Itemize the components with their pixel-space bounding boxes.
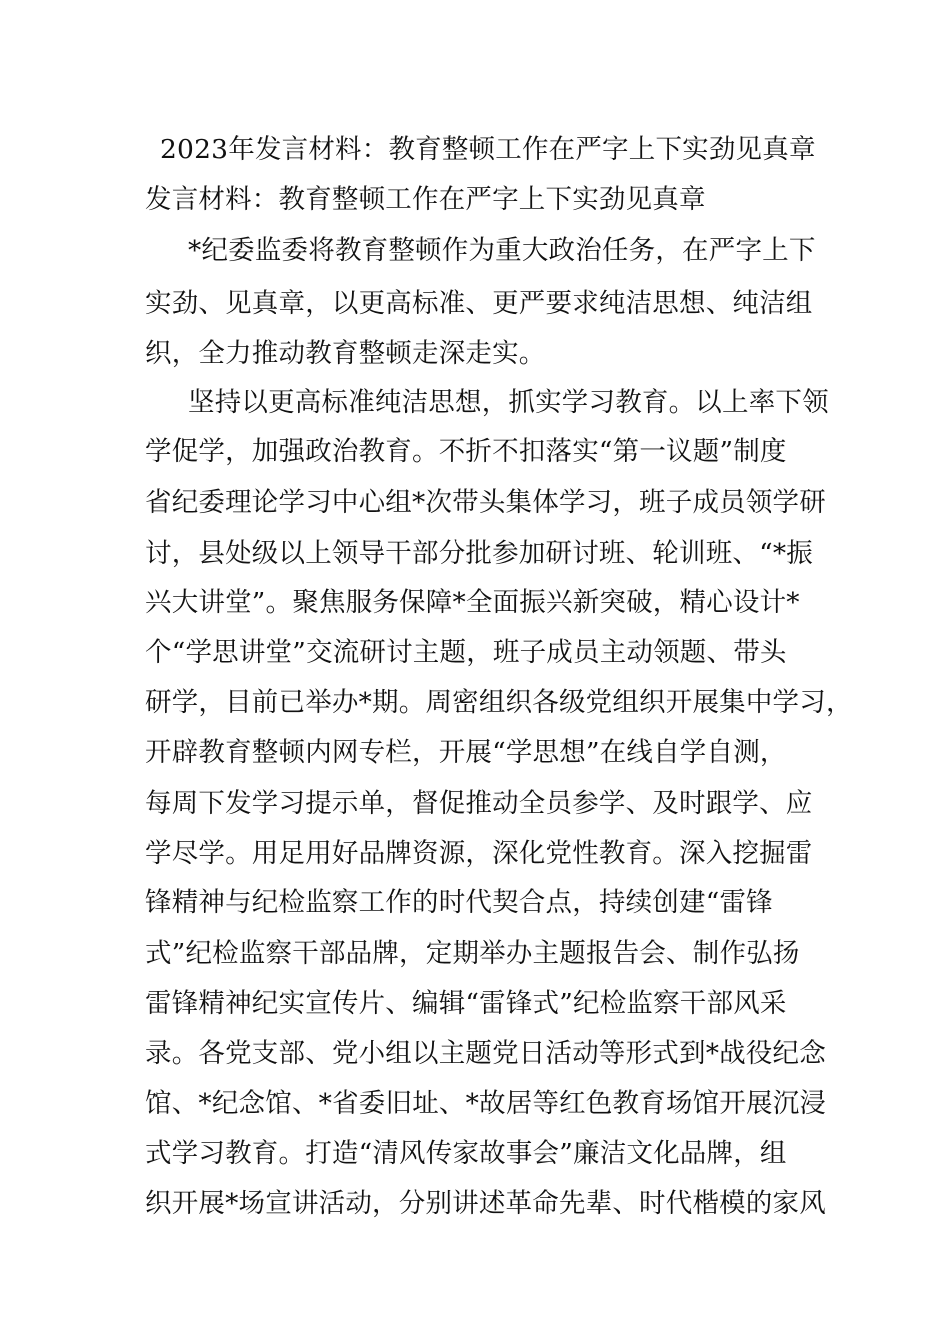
paragraph-line: 织开展*场宣讲活动，分别讲述革命先辈、时代楷模的家风 (145, 1188, 826, 1219)
paragraph-line: 开辟教育整顿内网专栏，开展“学思想”在线自学自测， (145, 737, 787, 768)
paragraph-line: 个“学思讲堂”交流研讨主题，班子成员主动领题、带头 (145, 637, 787, 668)
paragraph-line: 式学习教育。打造“清风传家故事会”廉洁文化品牌，组 (145, 1138, 787, 1169)
paragraph-line: 式”纪检监察干部品牌，定期举办主题报告会、制作弘扬 (145, 938, 800, 969)
paragraph-line: 省纪委理论学习中心组*次带头集体学习，班子成员领学研 (145, 487, 826, 518)
paragraph-line: 录。各党支部、党小组以主题党日活动等形式到*战役纪念 (145, 1038, 826, 1069)
document-subtitle: 发言材料：教育整顿工作在严字上下实劲见真章 (145, 184, 706, 215)
paragraph-line: 学尽学。用足用好品牌资源，深化党性教育。深入挖掘雷 (145, 838, 813, 869)
paragraph-line: 研学，目前已举办*期。周密组织各级党组织开展集中学习， (145, 687, 853, 718)
paragraph-line: 兴大讲堂”。聚焦服务保障*全面振兴新突破，精心设计* (145, 587, 800, 618)
paragraph-line: 每周下发学习提示单，督促推动全员参学、及时跟学、应 (145, 788, 813, 819)
paragraph-line: 实劲、见真章，以更高标准、更严要求纯洁思想、纯洁组 (145, 288, 813, 319)
paragraph-line: 织，全力推动教育整顿走深走实。 (145, 338, 546, 369)
paragraph-line: 讨，县处级以上领导干部分批参加研讨班、轮训班、“*振 (145, 538, 813, 569)
paragraph-line: 学促学，加强政治教育。不折不扣落实“第一议题”制度 (145, 436, 787, 467)
paragraph-line: 坚持以更高标准纯洁思想，抓实学习教育。以上率下领 (188, 387, 829, 418)
paragraph-line: 锋精神与纪检监察工作的时代契合点，持续创建“雷锋 (145, 887, 773, 918)
paragraph-line: 馆、*纪念馆、*省委旧址、*故居等红色教育场馆开展沉浸 (145, 1088, 827, 1119)
paragraph-line: *纪委监委将教育整顿作为重大政治任务，在严字上下 (188, 235, 816, 266)
paragraph-line: 雷锋精神纪实宣传片、编辑“雷锋式”纪检监察干部风采 (145, 988, 787, 1019)
document-title: 2023年发言材料：教育整顿工作在严字上下实劲见真章 (160, 134, 816, 165)
